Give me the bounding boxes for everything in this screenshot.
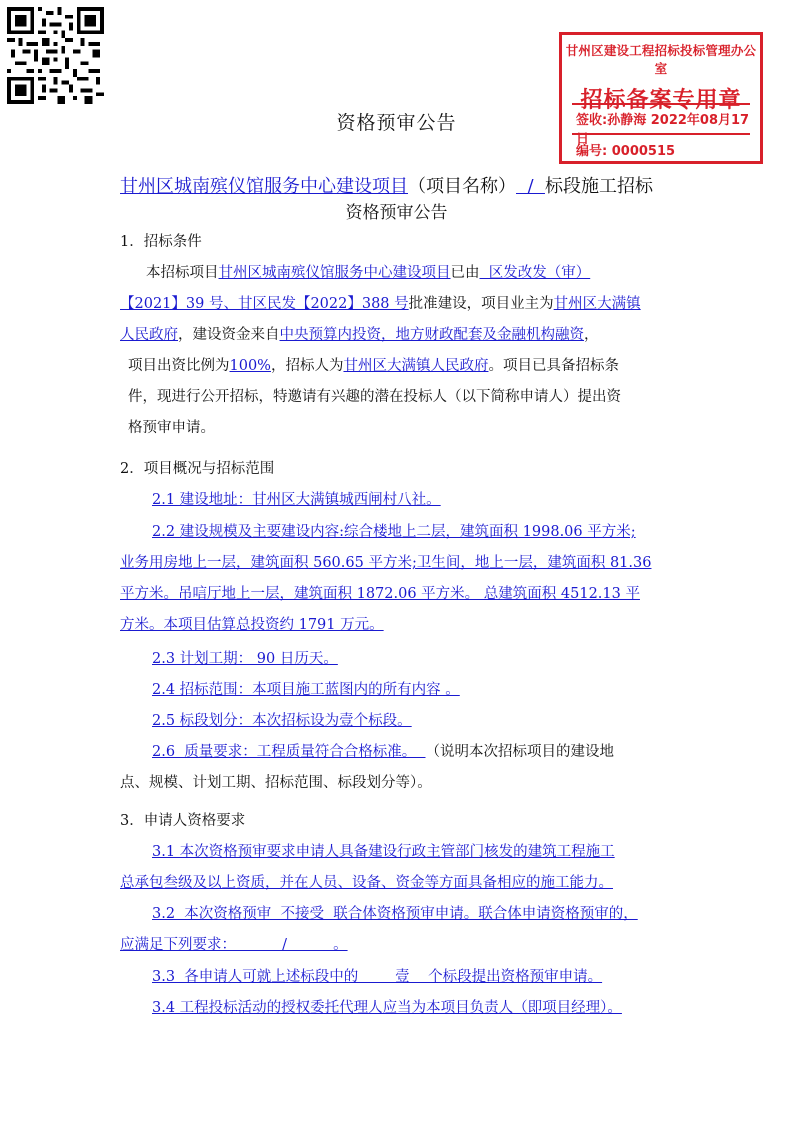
funding-source: 中央预算内投资，地方财政配套及金融机构融资: [279, 327, 584, 343]
stamp-sign: 签收:孙静海 2022年08月17日: [576, 113, 750, 147]
item-3-2-cont: 应满足下列要求： / 。: [120, 937, 348, 953]
s1-line-3: [120, 322, 599, 348]
text: 批准建设，项目业主为: [408, 296, 554, 312]
text: 项目出资比例为: [128, 358, 230, 374]
tenderer: 甘州区大满镇人民政府: [343, 358, 489, 374]
stamp-number: 编号: 0000515: [576, 144, 676, 159]
item-3-4: 3.4 工程投标活动的授权委托代理人应当为本项目负责人（即项目经理）。: [152, 1000, 622, 1016]
approval-doc: 区发改发（审）: [479, 265, 591, 281]
text: ，: [584, 327, 599, 343]
item-2-6: [152, 739, 614, 765]
stamp-title: 招标备案专用章: [580, 88, 742, 113]
registration-stamp: [559, 32, 763, 164]
item-2-2-cont: 方米。本项目估算总投资约 1791 万元。: [120, 617, 384, 633]
item-2-5: 2.5 标段划分：本次招标设为壹个标段。: [152, 713, 412, 729]
subtitle: 资格预审公告: [345, 203, 448, 223]
text: ，招标人为: [270, 358, 344, 374]
section-2-heading: 2．项目概况与招标范围: [120, 461, 275, 477]
s1-line-5: 件，现进行公开招标，特邀请有兴趣的潜在投标人（以下简称申请人）提出资: [128, 389, 621, 405]
item-2-3: 2.3 计划工期： 90 日历天。: [152, 651, 338, 667]
funding-ratio: 100%: [229, 358, 271, 374]
s1-line-1: [146, 260, 590, 286]
approval-doc: 【2021】39 号、甘区民发【2022】388 号: [120, 296, 409, 312]
project-name-ref: 甘州区城南殡仪馆服务中心建设项目: [218, 265, 451, 281]
item-3-3: 3.3 各申请人可就上述标段中的 壹 个标段提出资格预审申请。: [152, 969, 603, 985]
s1-line-4: [128, 353, 619, 379]
item-3-1-cont: 总承包叁级及以上资质，并在人员、设备、资金等方面具备相应的施工能力。: [120, 875, 613, 891]
item-2-6-cont: 点、规模、计划工期、招标范围、标段划分等）。: [120, 775, 432, 791]
page-title: 资格预审公告: [336, 112, 457, 134]
item-2-2-cont: 平方米。吊唁厅地上一层，建筑面积 1872.06 平方米。 总建筑面积 4512.13 平: [120, 586, 640, 602]
item-2-2-cont: 业务用房地上一层，建筑面积 560.65 平方米;卫生间，地上一层，建筑面积 81.36: [120, 555, 652, 571]
stamp-org: 甘州区建设工程招标投标管理办公室: [565, 43, 757, 76]
text: 已由: [450, 265, 480, 281]
project-name-note: （项目名称）: [408, 176, 516, 197]
project-title: [120, 172, 653, 198]
section-1-heading: 1．招标条件: [120, 234, 202, 250]
qr-code: [7, 7, 104, 104]
item-3-1: 3.1 本次资格预审要求申请人具备建设行政主管部门核发的建筑工程施工: [152, 844, 615, 860]
text: 。项目已具备招标条: [488, 358, 619, 374]
section-slash: /: [516, 176, 545, 197]
text: ，建设资金来自: [178, 327, 280, 343]
text: 本招标项目: [146, 265, 219, 281]
s1-line-2: [120, 291, 641, 317]
section-suffix: 标段施工招标: [544, 176, 653, 197]
text: （说明本次招标项目的建设地: [425, 744, 614, 760]
s1-line-6: 格预审申请。: [128, 420, 215, 436]
stamp-divider: [572, 103, 750, 105]
item-2-4: 2.4 招标范围：本项目施工蓝图内的所有内容 。: [152, 682, 460, 698]
owner: 甘州区大满镇: [553, 296, 641, 312]
item-2-2: 2.2 建设规模及主要建设内容:综合楼地上二层，建筑面积 1998.06 平方米;: [152, 524, 636, 540]
item-3-2: 3.2 本次资格预审 不接受 联合体资格预审申请。联合体申请资格预审的，: [152, 906, 638, 922]
section-3-heading: 3．申请人资格要求: [120, 813, 246, 829]
project-name: 甘州区城南殡仪馆服务中心建设项目: [120, 176, 408, 197]
quality-requirement: 2.6 质量要求：工程质量符合合格标准。: [152, 744, 426, 760]
item-2-1: 2.1 建设地址：甘州区大满镇城西闸村八社。: [152, 492, 441, 508]
owner: 人民政府: [120, 327, 178, 343]
